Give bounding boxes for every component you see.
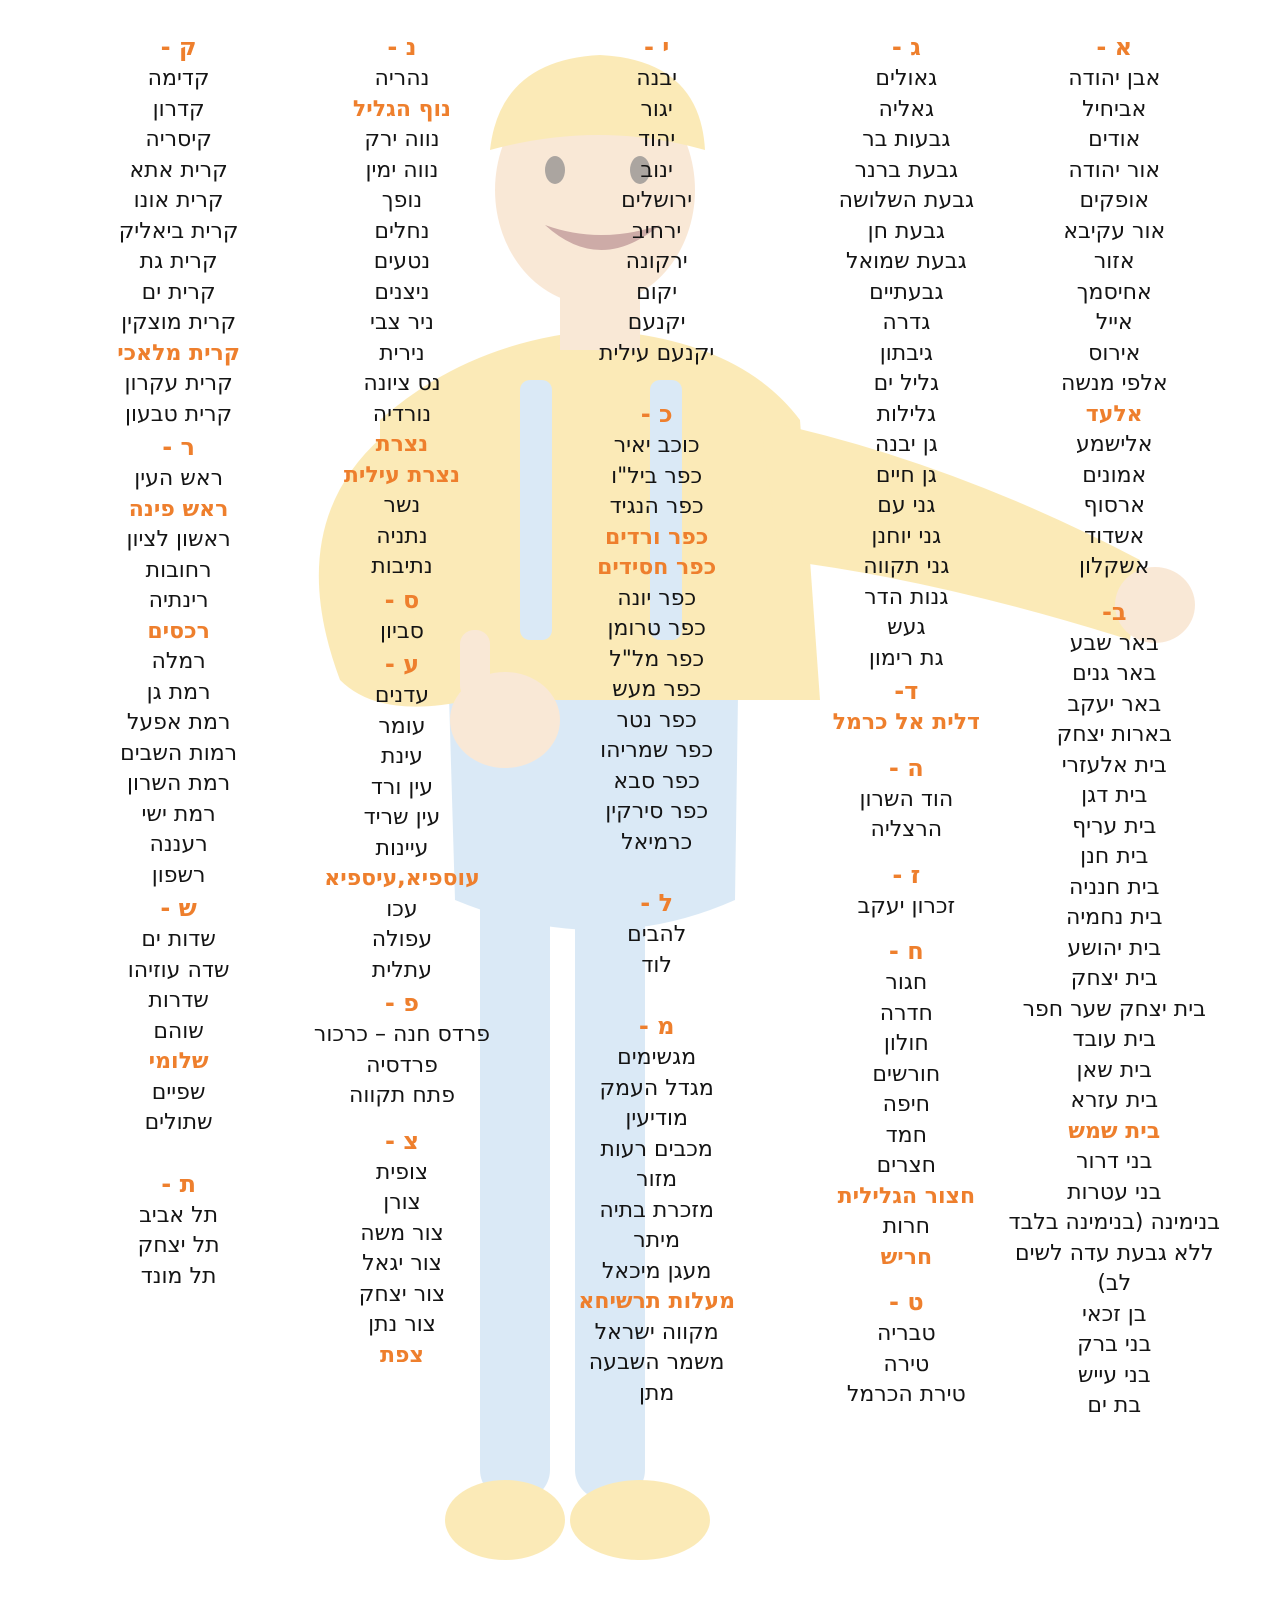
locality-name: עין שריד <box>363 805 441 830</box>
locality-name: ראשון לציון <box>126 527 231 552</box>
locality-name: אייל <box>1095 310 1133 335</box>
locality-name: בית יצחק שער חפר <box>1022 996 1206 1022</box>
entry-list <box>1008 629 1220 1422</box>
locality-name: כוכב יאיר <box>613 433 700 458</box>
locality-name: צופית <box>375 1159 429 1185</box>
column-nun-tsadi <box>314 30 490 1371</box>
locality-name: כפר מל"ל <box>609 646 705 672</box>
entry-list <box>578 1043 735 1409</box>
locality-name: מודיעין <box>625 1106 688 1131</box>
locality-name: גאולים <box>875 66 938 91</box>
locality-name: מגדל העמק <box>599 1075 714 1101</box>
locality-name: אודים <box>1088 127 1141 152</box>
locality-name: קרית טבעון <box>125 401 233 427</box>
locality-name: טירה <box>883 1351 930 1377</box>
locality-name: יקנעם עילית <box>599 340 715 366</box>
entry-list <box>599 64 714 369</box>
locality-name: טירת הכרמל <box>846 1382 966 1407</box>
locality-name: בני ברק <box>1077 1332 1152 1357</box>
locality-name: רמת גן <box>146 679 211 705</box>
locality-name: אזור <box>1093 249 1135 274</box>
locality-name: גלילות <box>876 401 937 427</box>
locality-name: בית שאן <box>1076 1057 1152 1083</box>
locality-name: נס ציונה <box>363 371 441 396</box>
locality-name: נורדיה <box>372 401 432 427</box>
letter-heading: ל - <box>640 889 674 917</box>
locality-name: צור יגאל <box>362 1251 442 1276</box>
locality-name: בית דגן <box>1081 783 1148 808</box>
locality-name: חמד <box>885 1122 927 1148</box>
locality-name: אופקים <box>1079 188 1150 213</box>
locality-name: צור יצחק <box>358 1281 446 1307</box>
locality-name: נשר <box>383 493 421 518</box>
locality-name: חיפה <box>882 1092 931 1117</box>
column-gimel-tet <box>833 30 980 1411</box>
locality-name: רינתיה <box>148 588 209 613</box>
entry-list <box>380 617 424 648</box>
locality-name: רשפון <box>151 862 206 888</box>
entry-list <box>847 1319 966 1411</box>
locality-name: תל יצחק <box>137 1233 220 1258</box>
locality-name: צורן <box>383 1190 421 1215</box>
letter-heading: ש - <box>160 894 197 922</box>
locality-name: אור יהודה <box>1068 157 1161 183</box>
locality-name: רחובות <box>145 557 212 583</box>
locality-name: נצרת עילית <box>343 462 461 488</box>
locality-name: קרית מלאכי <box>117 340 240 366</box>
locality-name: נתניה <box>376 523 428 549</box>
locality-name: כפר סבא <box>613 768 700 794</box>
locality-name: גת רימון <box>868 645 944 671</box>
entry-list <box>117 64 240 430</box>
locality-name: מתן <box>638 1380 675 1406</box>
locality-name: יבנה <box>636 66 678 91</box>
locality-name: חגור <box>885 970 928 995</box>
letter-heading: פ - <box>384 989 420 1017</box>
locality-name: אשקלון <box>1079 554 1150 579</box>
locality-name: נטעים <box>373 249 431 274</box>
letter-heading: ת - <box>161 1169 196 1198</box>
locality-name: גבעות בר <box>862 127 951 152</box>
letter-heading: נ - <box>387 33 417 61</box>
locality-name: שדרות <box>148 988 209 1013</box>
entry-list <box>859 785 953 846</box>
locality-name: עינת <box>380 744 423 769</box>
locality-name: בני עייש <box>1077 1362 1151 1388</box>
locality-name: בני דרור <box>1076 1149 1153 1174</box>
locality-name: שדה עוזיהו <box>127 957 230 983</box>
locality-name: בית יהושע <box>1067 935 1162 961</box>
entry-list <box>120 464 237 891</box>
locality-name: נחלים <box>374 218 430 244</box>
locality-name: שתולים <box>144 1110 213 1135</box>
locality-name: נווה ירק <box>364 127 440 152</box>
locality-name: גאליה <box>878 96 935 122</box>
locality-name: חצרים <box>876 1153 937 1178</box>
locality-name: געש <box>887 615 926 640</box>
locality-name: חרות <box>882 1214 930 1239</box>
locality-name: יקנעם <box>627 310 686 335</box>
locality-name: בן זכאי <box>1081 1301 1147 1327</box>
locality-name: רמת אפעל <box>126 710 231 735</box>
locality-name: חורשים <box>872 1061 941 1087</box>
locality-name: כפר נטר <box>616 707 697 733</box>
locality-name: ינוב <box>640 157 673 183</box>
locality-name: נוף הגליל <box>352 96 451 122</box>
letter-heading: צ - <box>384 1126 419 1155</box>
letter-heading: ה - <box>888 753 924 782</box>
locality-name: אמונים <box>1082 462 1147 488</box>
locality-name: עוספיא,עיספיא <box>324 866 480 891</box>
locality-name: בית עובד <box>1072 1027 1157 1052</box>
locality-name: בית עזרא <box>1070 1088 1159 1113</box>
locality-name: אחיסמך <box>1076 279 1152 305</box>
entry-list <box>838 968 975 1273</box>
locality-name: נווה ימין <box>365 157 439 183</box>
column-alef-bet <box>1008 30 1220 1422</box>
locality-name: רעננה <box>149 832 208 857</box>
locality-name: ניר צבי <box>370 310 434 335</box>
column-kuf-tav <box>117 30 240 1292</box>
locality-name: ראש פינה <box>128 496 229 522</box>
locality-name: רמלה <box>151 649 206 674</box>
locality-name: שפיים <box>151 1079 206 1105</box>
entry-list <box>324 681 480 986</box>
locality-name: שלומי <box>148 1049 209 1074</box>
letter-heading: ז - <box>892 860 921 889</box>
locality-name: באר שבע <box>1069 630 1159 656</box>
letter-heading: ק - <box>160 33 197 61</box>
locality-name: קרית גת <box>139 249 218 274</box>
locality-name: כפר מעש <box>612 677 702 702</box>
letter-heading: ע - <box>384 650 420 678</box>
locality-name: כפר חסידים <box>597 555 717 580</box>
locality-name: דלית אל כרמל <box>832 710 980 735</box>
locality-name: גבעת חן <box>867 218 946 244</box>
locality-name: צפת <box>380 1342 424 1368</box>
locality-name: בית חנן <box>1080 844 1149 869</box>
locality-name: חולון <box>883 1031 929 1056</box>
locality-name: רמת השרון <box>127 771 231 796</box>
locality-name: אבן יהודה <box>1068 66 1161 91</box>
letter-heading: ב- <box>1101 597 1127 626</box>
locality-name: אירוס <box>1088 340 1141 366</box>
locality-name: צור משה <box>360 1220 444 1246</box>
locality-name: בית שמש <box>1068 1118 1161 1144</box>
locality-name: זכרון יעקב <box>857 893 956 919</box>
locality-name: נצרת <box>375 432 429 457</box>
locality-name: גן יבנה <box>874 432 938 457</box>
locality-name: קדימה <box>147 66 210 91</box>
locality-name: גבעת ברנר <box>854 157 959 183</box>
locality-name: רמת ישי <box>141 801 216 827</box>
locality-name: רמות השבים <box>120 740 238 766</box>
letter-heading: ד- <box>894 677 919 705</box>
entry-list <box>839 64 974 674</box>
locality-name: עפולה <box>371 927 433 952</box>
locality-name: חריש <box>880 1244 933 1270</box>
locality-name: משמר השבעה <box>588 1350 725 1375</box>
locality-name: ניצנים <box>374 279 430 305</box>
locality-name: צור נתן <box>368 1312 436 1337</box>
locality-name: יהוד <box>638 127 676 152</box>
locality-name: גנות הדר <box>864 584 949 610</box>
locality-name: קרית אתא <box>129 157 228 183</box>
locality-name: מכבים רעות <box>600 1136 713 1162</box>
locality-name: פתח תקווה <box>348 1083 455 1108</box>
locality-name: הוד השרון <box>859 786 954 812</box>
locality-name: תל אביב <box>139 1202 219 1228</box>
locality-name: להבים <box>627 922 687 947</box>
locality-name: אביחיל <box>1082 96 1147 122</box>
letter-heading: י - <box>643 33 670 61</box>
entry-list <box>597 431 716 858</box>
locality-name: עכו <box>386 896 418 922</box>
locality-name: עומר <box>378 713 426 739</box>
locality-name: הרצליה <box>870 817 943 842</box>
locality-name: באר יעקב <box>1067 691 1162 717</box>
locality-name: כרמיאל <box>621 829 693 855</box>
letter-heading: ר - <box>162 433 195 461</box>
entry-list <box>1061 64 1168 583</box>
locality-name: גני יוחנן <box>871 523 942 549</box>
locality-name: ירחיב <box>631 218 682 244</box>
locality-name: מעגן מיכאל <box>601 1258 712 1284</box>
locality-name: בת ים <box>1087 1393 1142 1418</box>
locality-name: לוד <box>641 952 672 978</box>
locality-name: נירית <box>379 340 425 366</box>
locality-name: גבעת השלושה <box>838 188 975 213</box>
locality-name: ירושלים <box>621 188 693 213</box>
locality-name: יגור <box>640 96 673 122</box>
locality-name: כפר טרומן <box>607 616 706 641</box>
locality-name: טבריה <box>876 1321 936 1346</box>
locality-name: בית עריף <box>1072 813 1157 839</box>
locality-name: עין ורד <box>370 774 434 800</box>
locality-name: בארות יצחק <box>1056 722 1172 747</box>
locality-name: מעלות תרשיחא <box>578 1289 735 1314</box>
locality-name: כפר ורדים <box>604 524 709 550</box>
entry-list <box>858 892 956 923</box>
locality-name: כפר שמריהו <box>600 738 714 763</box>
locality-name: חצור הגלילית <box>837 1183 976 1209</box>
locality-name: פרדס חנה – כרכור <box>313 1022 490 1047</box>
locality-name: ארסוף <box>1083 493 1145 518</box>
locality-name: גליל ים <box>873 371 940 396</box>
locality-name: נתיבות <box>371 554 433 579</box>
locality-name: פרדסיה <box>366 1052 438 1078</box>
locality-name: אור עקיבא <box>1063 218 1166 244</box>
locality-name: כפר יונה <box>617 585 697 611</box>
entry-list <box>359 1158 445 1372</box>
locality-name: גני תקווה <box>863 554 950 579</box>
locality-name: מקווה ישראל <box>594 1319 719 1345</box>
locality-name: אלישמע <box>1076 432 1153 457</box>
locality-name: בנימינה (בנימינה בלבד <box>1008 1210 1220 1235</box>
locality-name: עתלית <box>371 957 433 983</box>
locality-name: קרית מוצקין <box>121 310 237 335</box>
letter-heading: ס - <box>384 585 420 614</box>
locality-name: באר גנים <box>1072 661 1157 686</box>
locality-name: גן חיים <box>875 462 937 488</box>
locality-name: בית נחמיה <box>1065 905 1163 930</box>
locality-name: גבעת שמואל <box>845 249 967 274</box>
locality-name: שוהם <box>153 1018 204 1044</box>
locality-name: יקום <box>636 279 678 305</box>
entry-list <box>627 920 686 981</box>
locality-name: גבעתיים <box>869 279 944 305</box>
locality-name: קדרון <box>152 96 205 122</box>
locality-name: מזכרת בתיה <box>599 1197 714 1223</box>
locality-name: גדרה <box>882 310 931 335</box>
locality-name: ירקונה <box>625 249 688 274</box>
letter-heading: מ - <box>638 1012 675 1040</box>
locality-name: תל מונד <box>140 1263 217 1289</box>
locality-name: בית יצחק <box>1070 966 1158 991</box>
locality-name: בני עטרות <box>1067 1179 1162 1205</box>
column-yod-mem <box>578 30 735 1409</box>
locality-name: נופך <box>381 188 423 213</box>
locality-name: ראש העין <box>134 466 223 491</box>
locality-name: בית אלעזרי <box>1061 752 1167 778</box>
letter-heading: א - <box>1096 33 1133 61</box>
locality-name: גני עם <box>877 493 936 518</box>
locality-name: קרית אונו <box>133 188 224 213</box>
entry-list <box>128 925 230 1139</box>
locality-name: סביון <box>380 618 424 644</box>
locality-name: עיינות <box>375 835 429 861</box>
entry-list <box>138 1201 220 1293</box>
letter-heading: ט - <box>889 1288 924 1316</box>
letter-heading: ג - <box>891 33 921 61</box>
entry-list <box>833 708 980 739</box>
locality-name: כפר סירקין <box>605 799 709 824</box>
locality-name: רכסים <box>147 618 210 644</box>
locality-name: אשדוד <box>1084 523 1145 549</box>
locality-name: שדות ים <box>141 927 216 952</box>
locality-name: נהריה <box>374 66 430 91</box>
locality-name: כפר ביל"ו <box>611 463 703 489</box>
locality-name: כפר הנגיד <box>609 494 704 519</box>
locality-name: קרית עקרון <box>124 371 233 396</box>
entry-list <box>344 64 460 583</box>
entry-list <box>314 1020 490 1112</box>
locality-name: בית חנניה <box>1069 874 1160 900</box>
locality-name: לב) <box>1097 1271 1132 1296</box>
locality-name: גיבתון <box>879 340 933 366</box>
locality-name: עדנים <box>374 683 430 708</box>
locality-name: קרית ביאליק <box>118 218 239 244</box>
locality-name: אלפי מנשה <box>1060 371 1168 396</box>
locality-name: קרית ים <box>141 279 216 305</box>
locality-name: מגשימים <box>617 1045 697 1070</box>
locality-name: מזור <box>636 1167 678 1192</box>
locality-name: ללא גבעת עדה לשים <box>1015 1240 1214 1266</box>
letter-heading: כ - <box>640 400 673 428</box>
locality-name: מיתר <box>633 1228 681 1253</box>
locality-name: חדרה <box>879 1000 933 1026</box>
locality-name: אלעד <box>1085 401 1143 427</box>
locality-name: קיסריה <box>145 127 212 152</box>
letter-heading: ח - <box>888 937 924 965</box>
